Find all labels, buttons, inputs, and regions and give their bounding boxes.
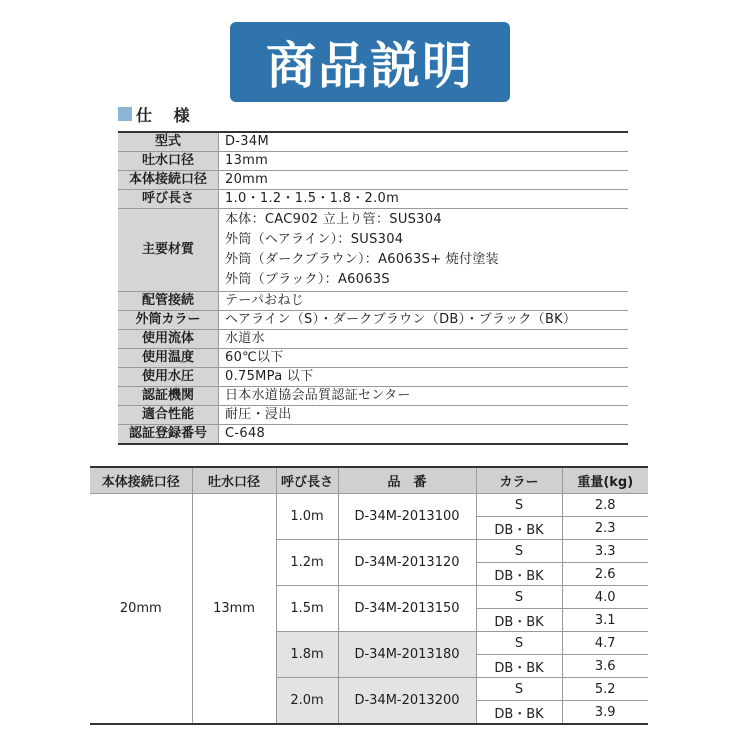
spec-value: 20mm [219,171,629,190]
color-cell: S [476,632,562,655]
spec-heading [118,104,198,124]
product-row [90,494,648,517]
part-number-cell: D-34M-2013100 [338,494,476,540]
spec-value: 水道水 [219,330,629,349]
part-number-cell: D-34M-2013180 [338,632,476,678]
spec-value: 60℃以下 [219,349,629,368]
spec-value-line: 外筒（ブラック）：A6063S [225,272,390,287]
spec-value: テーパおねじ [219,292,629,311]
part-number-cell: D-34M-2013150 [338,586,476,632]
header-length: 呼び長さ [276,467,338,494]
heading-square-icon [118,107,132,121]
color-cell: DB・BK [476,701,562,725]
spec-row [118,152,628,171]
color-cell: DB・BK [476,655,562,678]
spec-value [219,209,629,292]
spec-value: D-34M [219,132,629,152]
spec-value-line: 外筒（ヘアライン）：SUS304 [225,232,404,247]
spec-key: 認証機関 [118,387,219,406]
weight-cell: 3.1 [562,609,648,632]
banner-title: 商品説明 [266,37,474,95]
spec-row [118,171,628,190]
color-cell: DB・BK [476,563,562,586]
spec-key: 呼び長さ [118,190,219,209]
spec-value-line: 外筒（ダークブラウン）：A6063S+ 焼付塗装 [225,252,499,267]
weight-cell: 2.6 [562,563,648,586]
weight-cell: 2.8 [562,494,648,517]
spec-row [118,190,628,209]
weight-cell: 3.6 [562,655,648,678]
header-outlet-diameter: 吐水口径 [192,467,276,494]
spec-key: 適合性能 [118,406,219,425]
spec-value: ヘアライン（S）・ダークブラウン（DB）・ブラック（BK） [219,311,629,330]
spec-key: 主要材質 [118,209,219,292]
spec-key: 型式 [118,132,219,152]
spec-row [118,132,628,152]
spec-value-line: 本体：CAC902 立上り管：SUS304 [225,212,442,227]
color-cell: S [476,586,562,609]
spec-row [118,387,628,406]
spec-value: C-648 [219,425,629,445]
header-weight: 重量(kg) [562,467,648,494]
spec-row [118,349,628,368]
spec-key: 本体接続口径 [118,171,219,190]
spec-value: 13mm [219,152,629,171]
color-cell: S [476,494,562,517]
spec-value: 1.0・1.2・1.5・1.8・2.0m [219,190,629,209]
color-cell: S [476,678,562,701]
outlet-diameter-cell: 13mm [192,494,276,725]
spec-row [118,311,628,330]
header-color: カラー [476,467,562,494]
spec-value: 0.75MPa 以下 [219,368,629,387]
product-description-banner [230,22,510,102]
weight-cell: 5.2 [562,678,648,701]
weight-cell: 4.0 [562,586,648,609]
spec-row [118,292,628,311]
spec-row [118,330,628,349]
weight-cell: 3.9 [562,701,648,725]
spec-key: 認証登録番号 [118,425,219,445]
spec-table [118,131,628,445]
product-table [90,466,648,725]
color-cell: DB・BK [476,609,562,632]
spec-value: 日本水道協会品質認証センター [219,387,629,406]
spec-value: 耐圧・浸出 [219,406,629,425]
spec-key: 配管接続 [118,292,219,311]
product-header-row [90,467,648,494]
length-cell: 1.8m [276,632,338,678]
spec-key: 使用温度 [118,349,219,368]
spec-row [118,425,628,445]
spec-key: 使用水圧 [118,368,219,387]
length-cell: 2.0m [276,678,338,725]
spec-row [118,368,628,387]
header-body-diameter: 本体接続口径 [90,467,192,494]
color-cell: DB・BK [476,517,562,540]
weight-cell: 2.3 [562,517,648,540]
part-number-cell: D-34M-2013200 [338,678,476,725]
spec-row [118,406,628,425]
spec-heading-label: 仕 様 [136,105,198,125]
spec-key: 使用流体 [118,330,219,349]
length-cell: 1.0m [276,494,338,540]
part-number-cell: D-34M-2013120 [338,540,476,586]
weight-cell: 3.3 [562,540,648,563]
length-cell: 1.2m [276,540,338,586]
length-cell: 1.5m [276,586,338,632]
body-diameter-cell: 20mm [90,494,192,725]
weight-cell: 4.7 [562,632,648,655]
spec-key: 吐水口径 [118,152,219,171]
spec-row [118,209,628,292]
color-cell: S [476,540,562,563]
spec-key: 外筒カラー [118,311,219,330]
header-part-number: 品 番 [338,467,476,494]
